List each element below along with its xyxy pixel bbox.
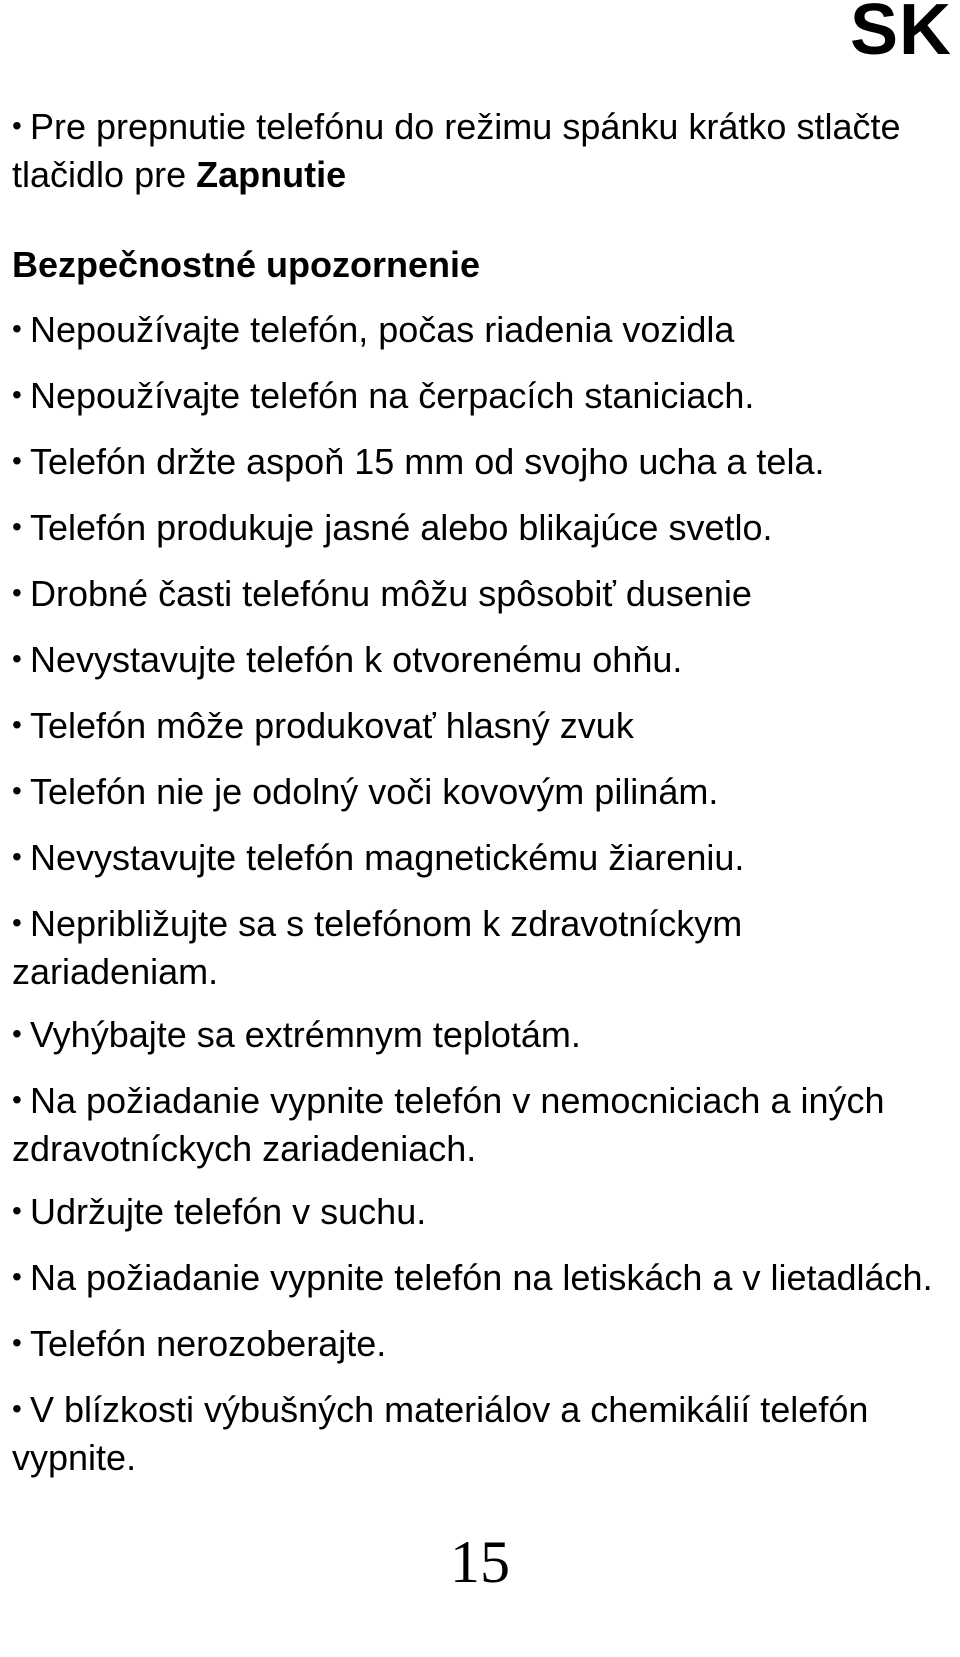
list-item	[12, 703, 942, 751]
list-item-text: Telefón môže produkovať hlasný zvuk	[30, 705, 634, 746]
list-item	[12, 373, 942, 421]
list-item	[12, 1189, 942, 1237]
bullet-icon: •	[12, 1195, 22, 1226]
bullet-icon: •	[12, 110, 22, 141]
list-item-text: Telefón nie je odolný voči kovovým pilinám.	[30, 771, 719, 812]
bullet-icon: •	[12, 1018, 22, 1049]
list-item-text: Telefón nerozoberajte.	[30, 1323, 387, 1364]
bullet-icon: •	[12, 445, 22, 476]
bullet-icon: •	[12, 1327, 22, 1358]
page-content	[12, 104, 942, 1498]
bullet-icon: •	[12, 775, 22, 806]
list-item-text: Nevystavujte telefón k otvorenému ohňu.	[30, 639, 683, 680]
bullet-icon: •	[12, 643, 22, 674]
safety-heading: Bezpečnostné upozornenie	[12, 244, 481, 285]
list-item	[12, 1078, 942, 1171]
list-item-text: Udržujte telefón v suchu.	[30, 1191, 427, 1232]
list-item-text: Telefón držte aspoň 15 mm od svojho ucha a tela.	[30, 441, 825, 482]
bullet-icon: •	[12, 1084, 22, 1115]
list-item	[12, 1387, 942, 1480]
list-item	[12, 769, 942, 817]
list-item	[12, 439, 942, 487]
list-item	[12, 571, 942, 619]
list-item	[12, 307, 942, 355]
list-item-text: Drobné časti telefónu môžu spôsobiť dusenie	[30, 573, 752, 614]
list-item-text: Nepoužívajte telefón, počas riadenia vozidla	[30, 309, 735, 350]
list-item-text: Nepribližujte sa s telefónom k zdravotníckym zariadeniam.	[12, 903, 743, 992]
bullet-icon: •	[12, 511, 22, 542]
bullet-icon: •	[12, 709, 22, 740]
bullet-icon: •	[12, 379, 22, 410]
bullet-icon: •	[12, 577, 22, 608]
list-item-text: Na požiadanie vypnite telefón na letiskách a v lietadlách.	[30, 1257, 933, 1298]
list-item	[12, 637, 942, 685]
power-button-label: Zapnutie	[196, 154, 347, 195]
list-item	[12, 835, 942, 883]
list-item	[12, 505, 942, 553]
list-item	[12, 1012, 942, 1060]
bullet-icon: •	[12, 313, 22, 344]
list-item-text: Nepoužívajte telefón na čerpacích staniciach.	[30, 375, 755, 416]
list-item	[12, 901, 942, 994]
list-item-text: V blízkosti výbušných materiálov a chemikálií telefón vypnite.	[12, 1389, 869, 1478]
intro-paragraph	[12, 104, 942, 197]
bullet-icon: •	[12, 841, 22, 872]
bullet-icon: •	[12, 1393, 22, 1424]
bullet-icon: •	[12, 1261, 22, 1292]
list-item	[12, 1255, 942, 1303]
page-number: 15	[450, 1529, 510, 1595]
bullet-icon: •	[12, 907, 22, 938]
list-item-text: Na požiadanie vypnite telefón v nemocniciach a iných zdravotníckych zariadeniach.	[12, 1080, 885, 1169]
safety-list	[12, 307, 942, 1480]
list-item-text: Vyhýbajte sa extrémnym teplotám.	[30, 1014, 581, 1055]
language-badge: SK	[849, 0, 952, 70]
list-item-text: Nevystavujte telefón magnetickému žiareniu.	[30, 837, 745, 878]
list-item-text: Telefón produkuje jasné alebo blikajúce svetlo.	[30, 507, 773, 548]
intro-text: Pre prepnutie telefónu do režimu spánku krátko stlačte tlačidlo pre	[12, 106, 901, 195]
list-item	[12, 1321, 942, 1369]
